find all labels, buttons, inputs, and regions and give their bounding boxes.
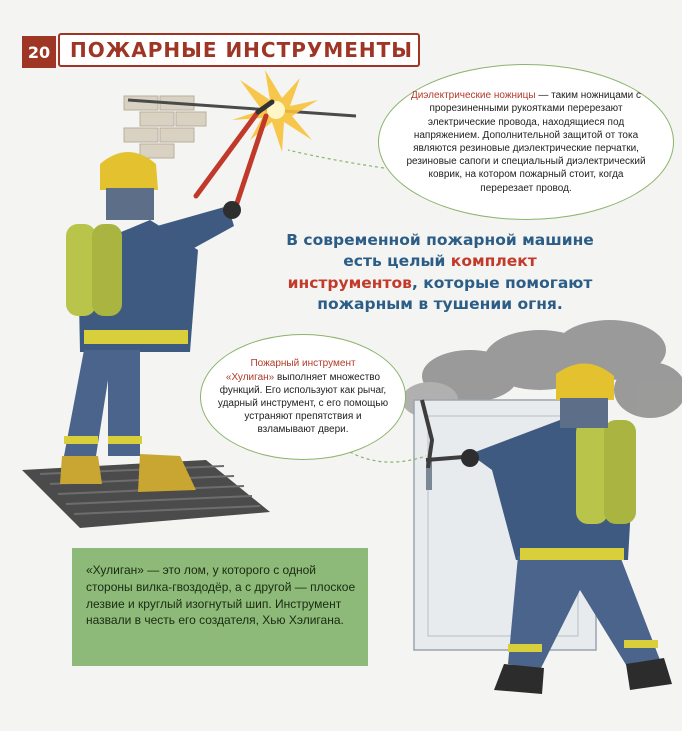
page-title: ПОЖАРНЫЕ ИНСТРУМЕНТЫ [70, 38, 413, 62]
description-halligan: выполняет множество функций. Его используют как рычаг, ударный инструмент, с его помощью устраняют препятствия и взламывают двери. [217, 371, 389, 436]
page-number: 20 [22, 36, 56, 68]
page-title-box [58, 33, 420, 67]
firefighter-left [60, 152, 241, 492]
center-statement-part2: , которые помогают пожарным в тушении огня. [317, 273, 593, 314]
callout-halligan [200, 334, 406, 460]
callout-halligan-text [217, 357, 389, 436]
center-statement-accent: комплект инструментов [287, 252, 537, 292]
callout-dielectric-scissors [378, 64, 674, 220]
center-statement [280, 230, 600, 316]
term-dielectric-scissors: Диэлектрические ножницы [410, 90, 536, 102]
callout-line-scissors [288, 150, 384, 168]
term-halligan-2: «Хулиган» [225, 371, 275, 383]
callout-dielectric-scissors-text [401, 89, 651, 195]
info-box-text: «Хулиган» — это лом, у которого с одной стороны вилка-гвоздодёр, а с другой — плоское лезвие и круглый изогнутый шип. Инструмент назвали в честь его создателя, Хью Хэлигана. [86, 563, 356, 628]
center-statement-part1: В современной пожарной машине есть целый [286, 231, 594, 271]
term-halligan-1: Пожарный инструмент [250, 358, 356, 370]
description-dielectric-scissors: — таким ножницами с прорезиненными рукоятками перерезают электрические провода, находящиеся под напряжением. Дополнительной защитой от тока являются резиновые диэлектрические перчатки, резиновые сапоги и специальный диэлектрический коврик, на котором пожарный стоит, когда перерезает провод. [406, 90, 646, 194]
info-box-halligan [72, 548, 368, 666]
page-edge [682, 0, 692, 731]
